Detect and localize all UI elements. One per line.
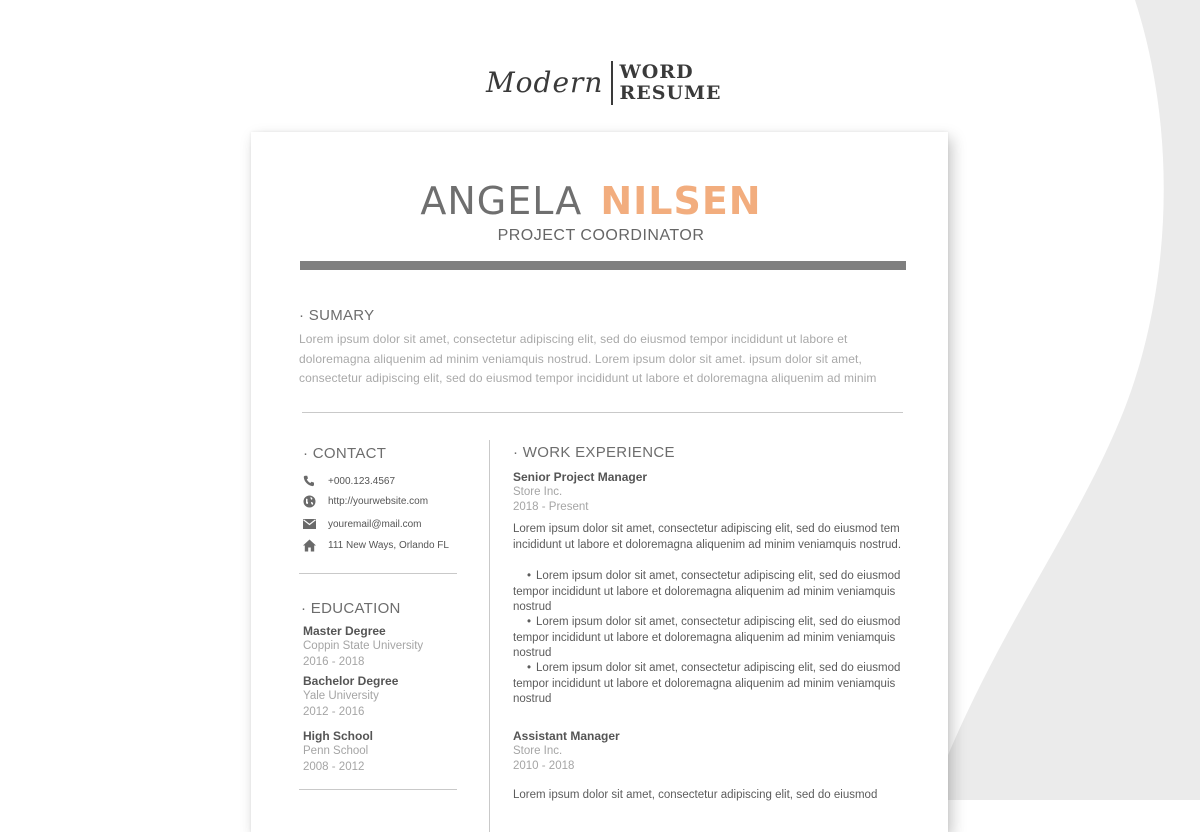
education-years: 2008 - 2012	[303, 760, 365, 773]
education-degree: Master Degree	[303, 624, 386, 638]
job-entry	[513, 470, 913, 515]
brand-words	[613, 62, 721, 104]
experience-heading: · WORK EXPERIENCE	[513, 444, 675, 461]
education-item	[303, 623, 423, 670]
contact-divider	[299, 573, 457, 574]
header-divider-bar	[300, 261, 906, 270]
brand-logo	[486, 60, 722, 106]
resume-sheet	[251, 132, 948, 832]
contact-website-text: http://yourwebsite.com	[328, 495, 429, 507]
job-entry	[513, 729, 913, 774]
envelope-icon	[301, 516, 317, 532]
column-divider	[489, 440, 490, 832]
education-heading: · EDUCATION	[301, 600, 401, 617]
job-years: 2018 - Present	[513, 501, 589, 513]
summary-line: Lorem ipsum dolor sit amet, consectetur adipiscing elit, sed do eiusmod tempor incididunt ut labore et	[299, 332, 848, 346]
brand-script-text: Modern	[486, 66, 604, 99]
contact-phone	[301, 473, 395, 489]
education-years: 2016 - 2018	[303, 655, 365, 668]
last-name: NILSEN	[600, 179, 762, 223]
contact-email	[301, 516, 422, 532]
job-company: Store Inc.	[513, 745, 563, 757]
summary-divider	[302, 412, 903, 413]
contact-address	[301, 537, 449, 553]
resume-job-title: PROJECT COORDINATOR	[497, 227, 705, 244]
contact-phone-text: +000.123.4567	[328, 475, 396, 487]
summary-line: doloremagna aliquenim ad minim veniamquis nostrud. Lorem ipsum dolor sit amet. ipsum dolor sit amet,	[299, 351, 862, 366]
summary-line: consectetur adipiscing elit, sed do eiusmod tempor incididunt ut labore et doloremagna aliquenim ad minim	[299, 371, 877, 385]
education-item	[303, 728, 373, 775]
brand-word-1: WORD	[619, 61, 694, 83]
job-description: Lorem ipsum dolor sit amet, consectetur adipiscing elit, sed do eiusmod	[513, 789, 878, 801]
brand-word-2: RESUME	[619, 82, 722, 104]
job-years: 2010 - 2018	[513, 760, 575, 772]
globe-icon	[301, 493, 317, 509]
education-degree: Bachelor Degree	[303, 674, 399, 688]
summary-heading: · SUMARY	[299, 307, 375, 324]
education-school: Yale University	[303, 690, 379, 702]
education-item	[303, 673, 398, 720]
education-school: Penn School	[303, 745, 369, 757]
job-title: Assistant Manager	[513, 729, 620, 743]
job-bullet: • Lorem ipsum dolor sit amet, consectetur adipiscing elit, sed do eiusmod tempor incididunt ut labore et doloremagna aliquenim ad minim veniamquis nostrud	[513, 615, 913, 662]
education-years: 2012 - 2016	[303, 705, 365, 718]
contact-website	[301, 493, 428, 509]
job-bullet: • Lorem ipsum dolor sit amet, consectetur adipiscing elit, sed do eiusmod tempor incididunt ut labore et doloremagna aliquenim ad minim veniamquis nostrud	[513, 661, 913, 708]
job-title: Senior Project Manager	[513, 470, 648, 484]
contact-email-text: youremail@mail.com	[328, 518, 422, 530]
phone-icon	[301, 473, 317, 489]
job-description: Lorem ipsum dolor sit amet, consectetur adipiscing elit, sed do eiusmod tem incididunt ut labore et doloremagna aliquenim ad minim veniamquis nostrud.	[513, 523, 902, 551]
first-name: ANGELA	[420, 179, 583, 223]
summary-text	[299, 330, 909, 389]
job-company: Store Inc.	[513, 486, 563, 498]
job-bullet: • Lorem ipsum dolor sit amet, consectetur adipiscing elit, sed do eiusmod tempor incididunt ut labore et doloremagna aliquenim ad minim veniamquis nostrud	[513, 569, 913, 616]
contact-address-text: 111 New Ways, Orlando FL	[328, 539, 449, 551]
education-school: Coppin State University	[303, 640, 424, 652]
resume-name	[281, 178, 901, 224]
education-degree: High School	[303, 729, 373, 743]
contact-heading: · CONTACT	[303, 445, 387, 462]
education-divider	[299, 789, 457, 790]
home-icon	[301, 537, 317, 553]
